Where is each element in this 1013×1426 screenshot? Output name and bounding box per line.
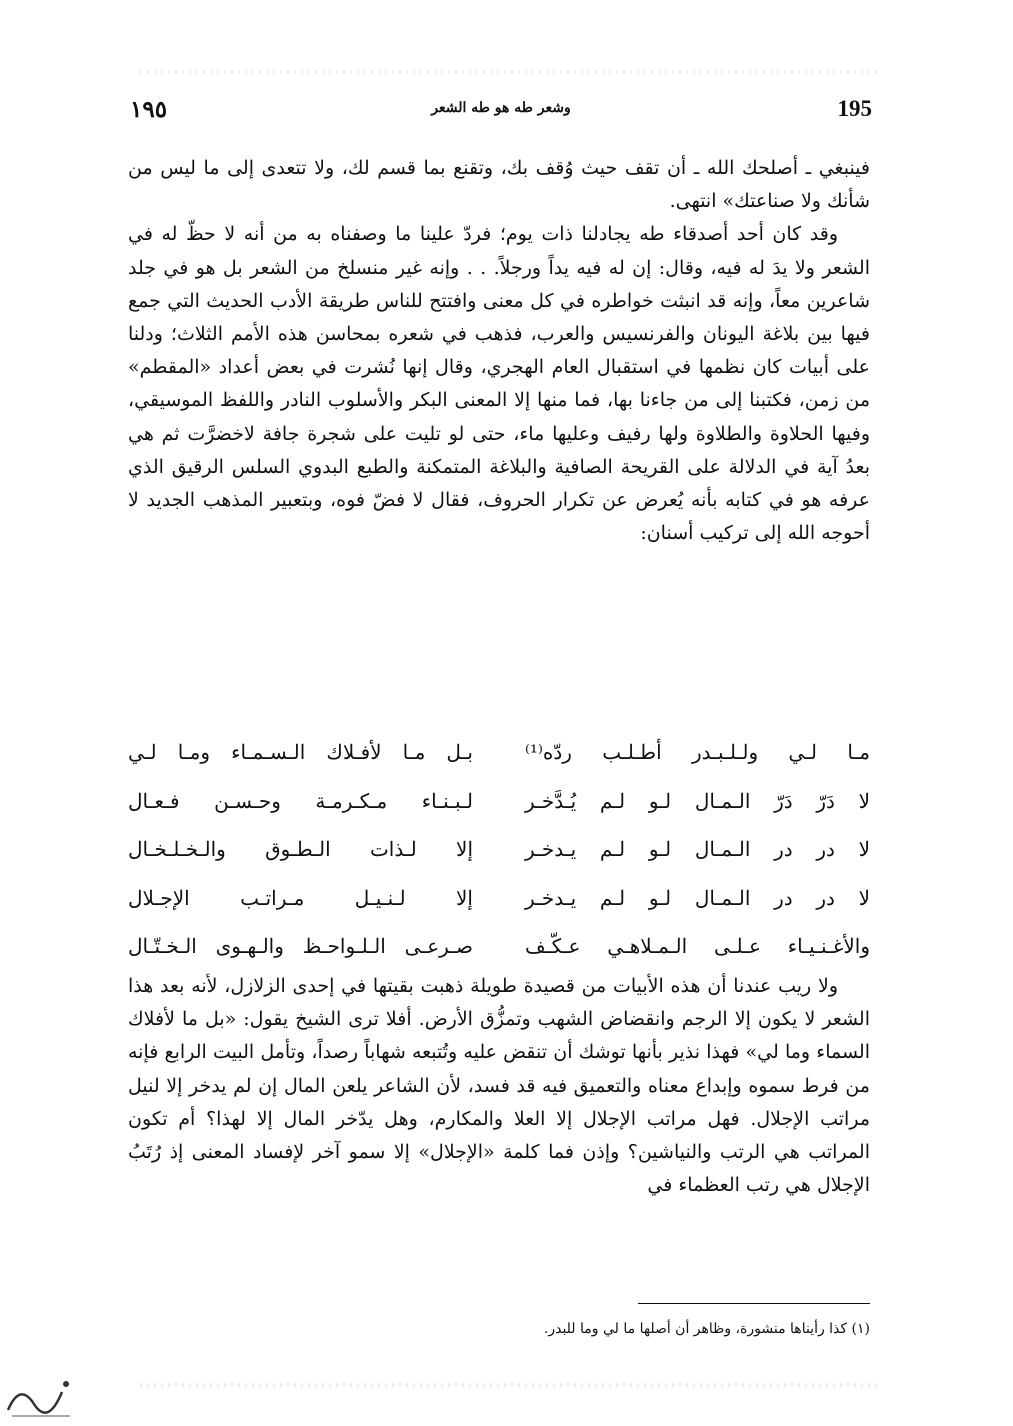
verse-second-half: صـرعـى الـلـواحـظ والـهـوى الـخـتّـال xyxy=(128,934,473,958)
page-header xyxy=(130,96,872,130)
poem-block xyxy=(128,728,870,971)
page-number-latin: 195 xyxy=(837,96,872,121)
library-stamp-logo xyxy=(0,1370,80,1422)
paragraph: وقد كان أحد أصدقاء طه يجادلنا ذات يوم؛ فردّ علينا ما وصفناه به من أنه لا حظّ له في الشعر ولا يدَ له فيه، وقال: إن له فيه يداً ورجلاً. . . وإنه غير منسلخ من الشعر بل هو في جلد شاعرين معاً، وإنه قد انبثت خواطره في كل معنى وافتتح للناس طريقة الأدب الحديث التي جمع فيها بين بلاغة اليونان والفرنسيس والعرب، فذهب في شعره بمحاسن هذه الأمم الثلاث؛ ودلنا على أبيات كان نظمها في استقبال العام الهجري، وقال إنها نُشرت في بعض أعداد «المقطم» من زمن، فكتبنا إلى من جاءنا بها، فما منها إلا المعنى البكر والأسلوب النادر واللفظ الموسيقي، وفيها الحلاوة والطلاوة ولها رفيف وعليها ماء، حتى لو تليت على شجرة جافة لاخضرَّت ثم هي بعدُ آية في الدلالة على القريحة الصافية والبلاغة المتمكنة والطبع البدوي السلس الرقيق الذي عرفه هو في كتابه بأنه يُعرض عن تكرار الحروف، فقال لا فضّ فوه، وبتعبير المذهب الجديد لا أحوجه الله إلى تركيب أسنان: xyxy=(128,223,870,545)
poem-verse xyxy=(128,874,870,923)
paragraph: فينبغي ـ أصلحك الله ـ أن تقف حيث وُقف بك، وتقنع بما قسم لك، ولا تتعدى إلى ما ليس من شأنك ولا صناعتك» انتهى. xyxy=(128,157,870,213)
poem-verse xyxy=(128,922,870,971)
poem-verse xyxy=(128,825,870,874)
scan-artifact-top xyxy=(140,70,880,74)
poem-verse xyxy=(128,777,870,826)
verse-second-half: إلا لـذات الـطـوق والـخـلـخـال xyxy=(128,837,473,861)
verse-first-half: مـا لـي ولـلـبـدر أطـلـب ردّه⁽¹⁾ xyxy=(525,740,870,764)
page-number-arabic: ١٩٥ xyxy=(130,96,168,123)
main-text-block-continued xyxy=(128,970,870,1202)
poem-verse xyxy=(128,728,870,777)
running-title: وشعر طه هو طه الشعر xyxy=(431,100,571,116)
verse-first-half: والأغـنـيـاء عـلـى الـمـلاهـي عـكّـف xyxy=(525,934,870,958)
verse-second-half: بـل مـا لأفـلاك الـسـمـاء ومـا لـي xyxy=(128,740,473,764)
verse-first-half: لا در در الـمـال لـو لـم يـدخـر xyxy=(525,885,870,910)
verse-second-half: لـبـنـاء مـكـرمـة وحـسـن فـعـال xyxy=(128,788,473,813)
verse-first-half: لا در در الـمـال لـو لـم يـدخـر xyxy=(525,837,870,861)
scan-artifact-bottom xyxy=(140,1383,880,1387)
main-text-block xyxy=(128,152,870,550)
footnote: (١) كذا رأيناها منشورة، وظاهر أن أصلها ما لي وما للبدر. xyxy=(543,1321,870,1337)
paragraph: ولا ريب عندنا أن هذه الأبيات من قصيدة طويلة ذهبت بقيتها في إحدى الزلازل، لأنه بعد هذا الشعر لا يكون إلا الرجم وانقضاض الشهب وتمزُّق الأرض. أفلا ترى الشيخ يقول: «بل ما لأفلاك السماء وما لي» فهذا نذير بأنها توشك أن تنقض عليه وتُتبعه شهاباً رصداً، وتأمل البيت الرابع فإنه من فرط سموه وإبداع معناه والتعميق فيه قد فسد، لأن الشاعر يلعن المال إن لم يدخر إلا لنيل مراتب الإجلال. فهل مراتب الإجلال إلا العلا والمكارم، وهل يدّخر المال إلا لهذا؟ أم تكون المراتب هي الرتب والنياشين؟ وإذن فما كلمة «الإجلال» إلا سمو آخر لإفساد المعنى إذ رُتَبُ الإجلال هي رتب العظماء في xyxy=(128,975,870,1197)
footnote-divider xyxy=(638,1303,870,1304)
verse-first-half: لا دَرّ دَرّ الـمـال لـو لـم يُـدَّخـر xyxy=(525,788,870,813)
verse-second-half: إلا لـنـيـل مـراتـب الإجـلال xyxy=(128,885,473,910)
